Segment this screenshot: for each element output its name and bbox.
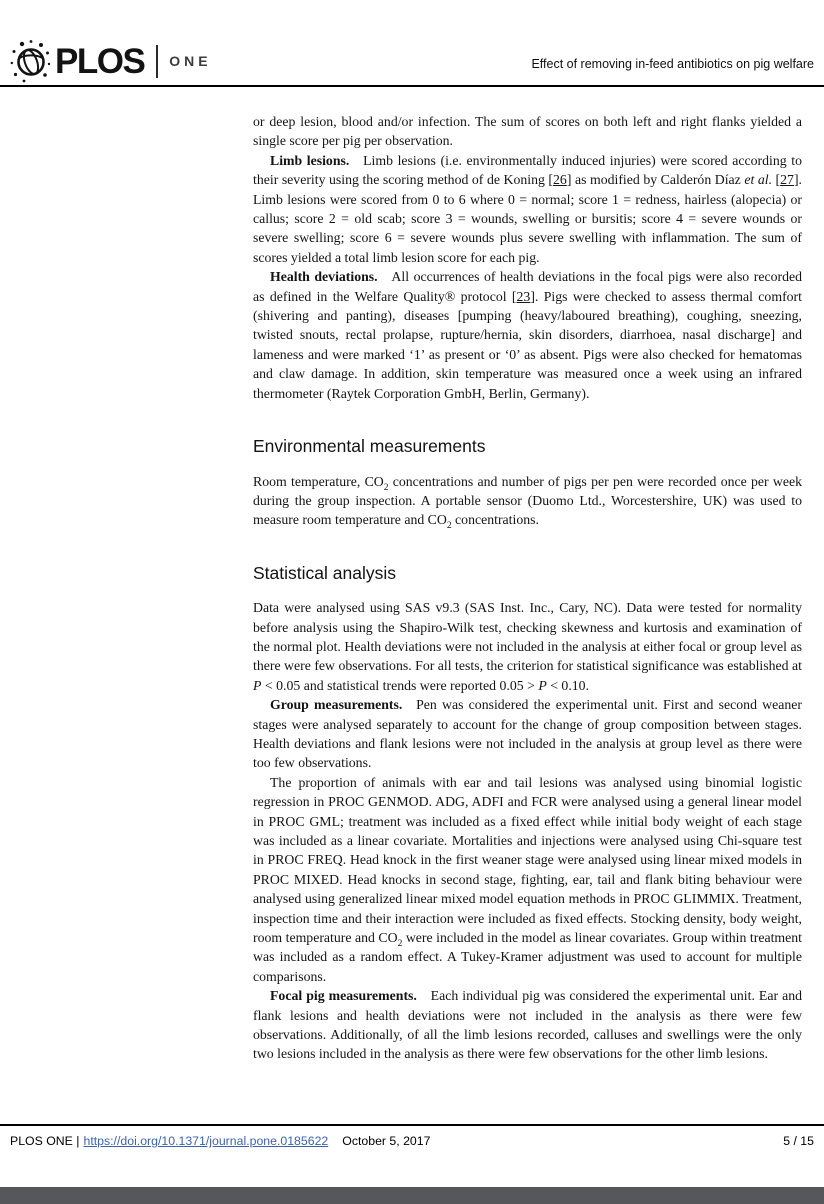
footer bbox=[10, 1134, 814, 1148]
bottom-bar bbox=[0, 1187, 824, 1204]
text-run: P bbox=[538, 677, 547, 693]
running-title: Effect of removing in-feed antibiotics on pig welfare bbox=[531, 57, 814, 71]
citation-link[interactable]: 26 bbox=[553, 172, 567, 188]
citation-link[interactable]: 23 bbox=[516, 288, 531, 304]
footer-rule bbox=[0, 1124, 824, 1126]
text-run: The proportion of animals with ear and tail lesions was analysed using binomial logistic regression in PROC GENMOD. ADG, ADFI and FCR were analysed using a general linear model in PROC GML; treatment was included as a fixed effect while initial body weight of each stage was included as a linear covariate. Mortalities and injections were analysed using Chi-square test in PROC FREQ. Head knock in the first weaner stage were analysed using linear mixed models in PROC MIXED. Head knocks in second stage, fighting, ear, tail and flank biting behaviour were analysed using generalized linear mixed model equation methods in PROC GLIMMIX. Treatment, inspection time and their interaction were included as fixed effects. Stocking density, body weight, room temperature and CO bbox=[253, 774, 802, 946]
paragraph bbox=[253, 112, 802, 151]
text-run: ]. Limb lesions were scored from 0 to 6 where 0 = normal; score 1 = redness, hairless (alopecia) or callus; score 2 = old scab; score 3 = wounds, swelling or bursitis; score 4 = severe wounds or severe swelling; score 6 = severe wounds plus severe swelling with inflammation. The sum of scores yielded a total limb lesion score for each pig. bbox=[253, 172, 802, 265]
text-run: < 0.05 and statistical trends were reported 0.05 > bbox=[261, 677, 539, 693]
text-run: [ bbox=[772, 172, 781, 188]
text-run: Pen was considered the experimental unit. First and second weaner stages were analysed separately to account for the change of group composition between stages. Health deviations and flank lesions were not included in the analysis at group level as there were too few observations. bbox=[253, 697, 802, 771]
text-run: Health deviations. bbox=[270, 269, 378, 285]
text-run: 2 bbox=[383, 482, 389, 493]
paragraph bbox=[253, 695, 802, 773]
section-heading: Statistical analysis bbox=[253, 562, 396, 583]
text-run: 2 bbox=[446, 521, 452, 532]
text-run: concentrations. bbox=[451, 512, 539, 528]
text-run: < 0.10. bbox=[546, 677, 590, 693]
paragraph bbox=[253, 267, 802, 403]
footer-date: October 5, 2017 bbox=[342, 1134, 431, 1148]
text-run: were included in the model as linear covariates. Group within treatment was included as a random effect. A Tukey-Kramer adjustment was used to account for multiple comparisons. bbox=[253, 930, 803, 984]
text-run: Focal pig measurements. bbox=[270, 988, 417, 1004]
header-rule bbox=[0, 85, 824, 87]
paragraph bbox=[253, 598, 802, 695]
one-wordmark: ONE bbox=[169, 53, 212, 69]
text-run: All occurrences of health deviations in the focal pigs were also recorded as defined in the Welfare Quality® protocol [ bbox=[253, 269, 802, 304]
paragraph bbox=[253, 986, 802, 1064]
plos-wordmark: PLOS bbox=[55, 41, 145, 81]
text-run: Group measurements. bbox=[270, 697, 403, 713]
paragraph bbox=[253, 472, 802, 530]
text-run: Room temperature, CO bbox=[253, 473, 384, 489]
text-run: ]. Pigs were checked to assess thermal comfort (shivering and panting), diseases [pumping (heavy/laboured breathing), coughing, sneezing, twisted snouts, rectal prolapse, rupture/hernia, skin disorders, diarrhoea, nasal discharge] and lameness and were marked ‘1’ as present or ‘0’ as absent. Pigs were also checked for hematomas and claw damage. In addition, skin temperature was measured once a week using an infrared thermometer (Raytek Corporation GmbH, Berlin, Germany). bbox=[253, 288, 802, 401]
doi-link[interactable]: https://doi.org/10.1371/journal.pone.0185622 bbox=[83, 1134, 329, 1148]
text-run: ] as modified by Calderón Díaz bbox=[566, 172, 745, 188]
footer-journal-label: PLOS ONE | bbox=[10, 1134, 80, 1148]
plos-globe-icon bbox=[10, 38, 52, 84]
citation-link[interactable]: 27 bbox=[780, 172, 794, 188]
text-run: Each individual pig was considered the experimental unit. Ear and flank lesions and health deviations were not included in the analysis as there were few observations. Additionally, of all the limb lesions recorded, calluses and swellings were the only two lesions included in the analysis as there were few observations for the other limb lesions. bbox=[253, 988, 802, 1062]
text-run: Data were analysed using SAS v9.3 (SAS Inst. Inc., Cary, NC). Data were tested for normality before analysis using the Shapiro-Wilk test, checking skewness and kurtosis and examination of the normal plot. Health deviations were not included in the analysis at either focal or group level as there were few observations. For all tests, the criterion for statistical significance was established at bbox=[253, 600, 802, 674]
text-run: 2 bbox=[397, 938, 403, 949]
paragraph bbox=[253, 773, 802, 986]
logo-divider bbox=[156, 45, 158, 78]
text-run: Limb lesions. bbox=[270, 152, 350, 168]
paragraph bbox=[253, 151, 802, 267]
text-run: or deep lesion, blood and/or infection. The sum of scores on both left and right flanks yielded a single score per pig per observation. bbox=[253, 114, 802, 149]
text-run: concentrations and number of pigs per pen were recorded once per week during the group inspection. A portable sensor (Duomo Ltd., Worcestershire, UK) was used to measure room temperature and CO bbox=[253, 473, 802, 528]
plos-one-logo bbox=[10, 38, 212, 84]
text-run: P bbox=[253, 677, 262, 693]
text-run: et al. bbox=[744, 172, 773, 188]
article-body bbox=[253, 112, 802, 1064]
page-number: 5 / 15 bbox=[783, 1134, 814, 1148]
text-run: Limb lesions (i.e. environmentally induced injuries) were scored according to their severity using the scoring method of de Koning [ bbox=[253, 152, 802, 188]
footer-citation bbox=[10, 1134, 430, 1148]
section-heading: Environmental measurements bbox=[253, 436, 486, 457]
